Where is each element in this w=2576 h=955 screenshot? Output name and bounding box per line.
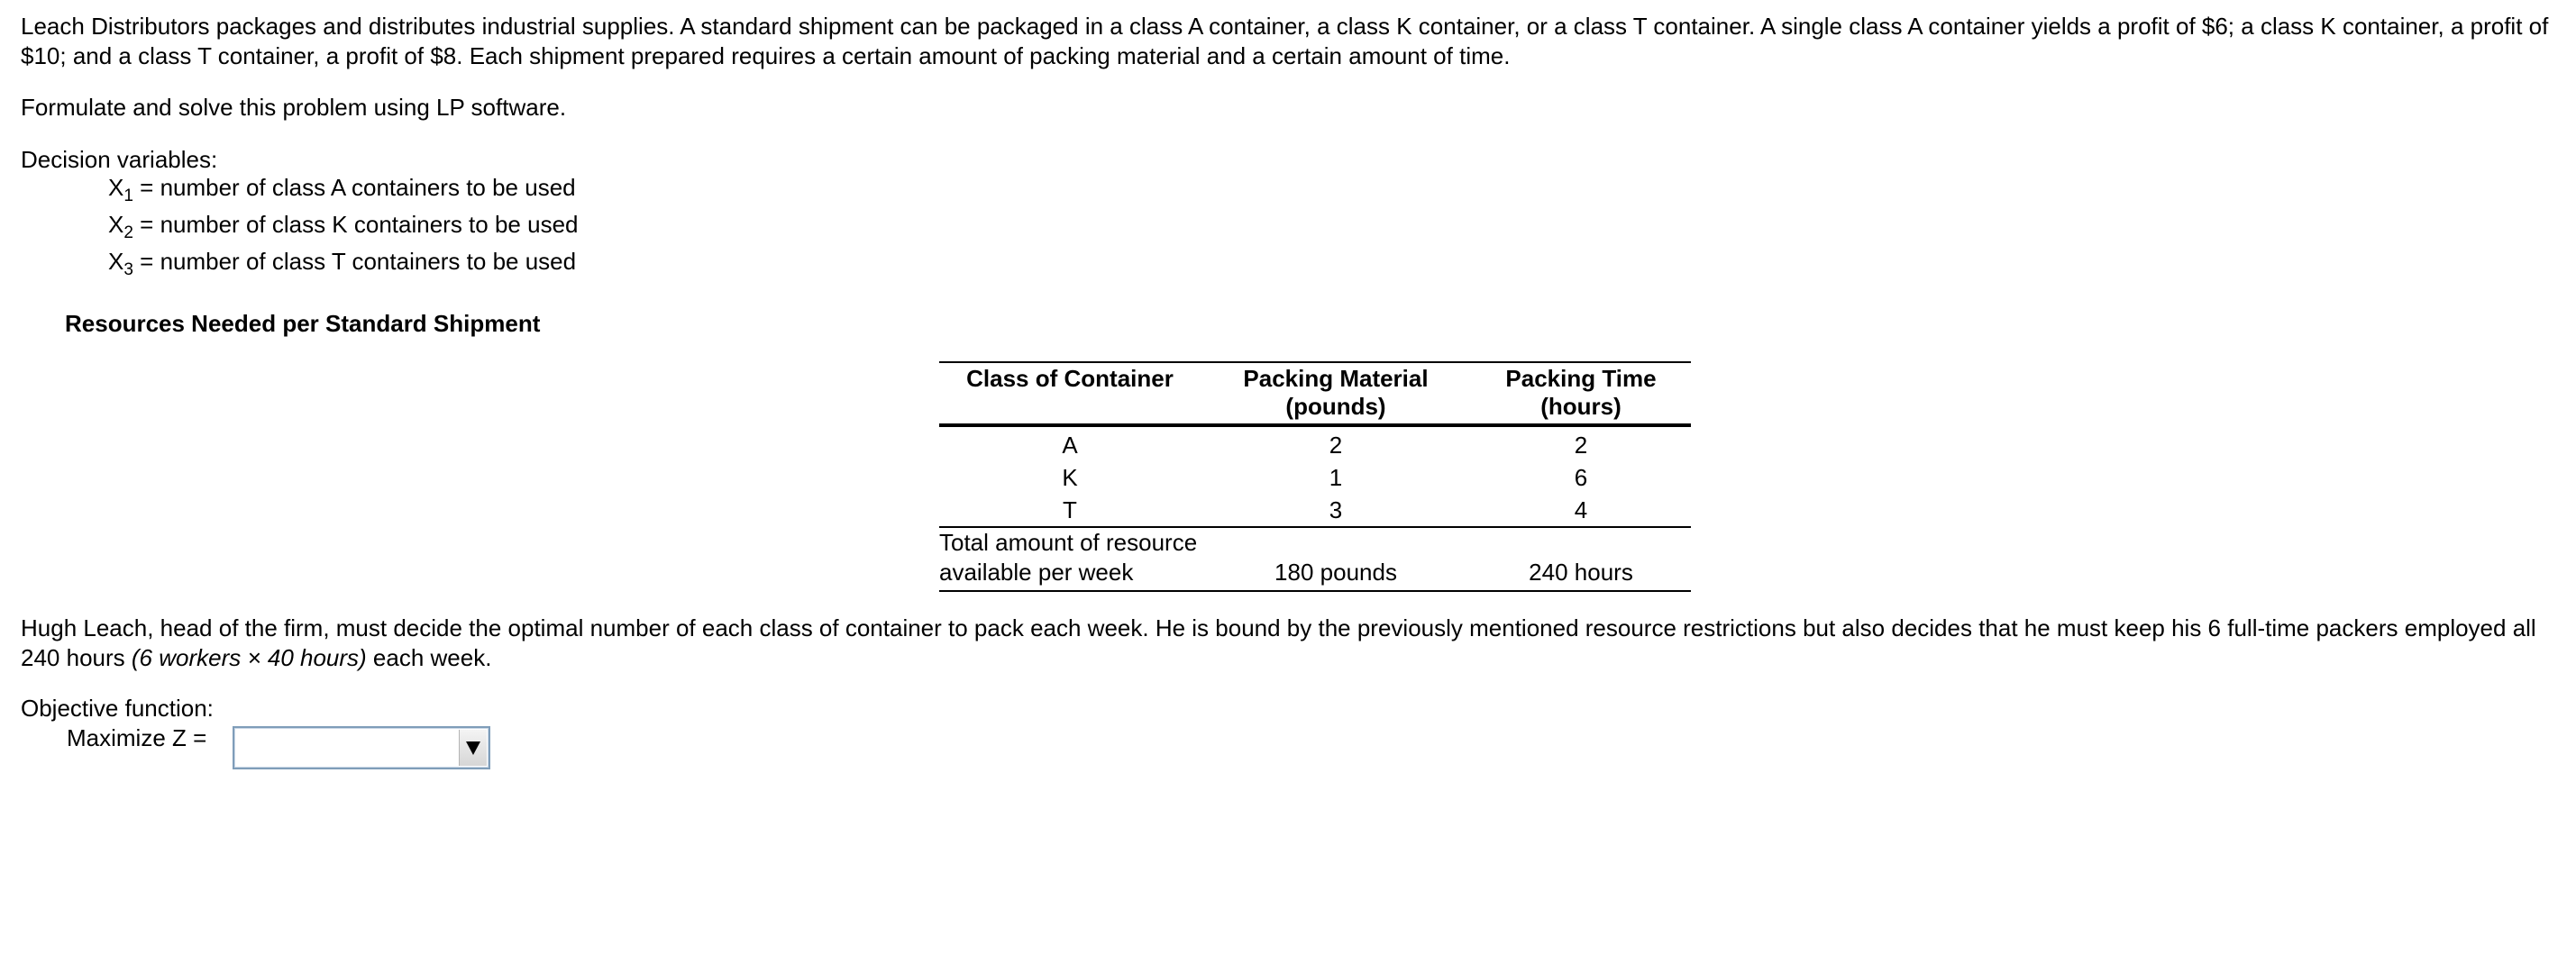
header-packing-material: Packing Material (pounds) xyxy=(1201,362,1471,425)
total-time: 240 hours xyxy=(1471,527,1691,591)
constraint-description: Hugh Leach, head of the firm, must decide the optimal number of each class of container to pack each week. He is bound by the previously mentioned resource restrictions but also decides that he must keep his 6 full-time packers employed all 240 hours (6 workers × 40 hours) each week. xyxy=(21,614,2536,671)
table-total-row xyxy=(939,527,1691,591)
objective-function-select[interactable] xyxy=(233,726,490,769)
total-material: 180 pounds xyxy=(1201,527,1471,591)
problem-intro: Leach Distributors packages and distributes industrial supplies. A standard shipment can be packaged in a class A container, a class K container, or a class T container. A single class A container yields a profit of $6; a class K container, a profit of $10; and a class T container, a profit of $8. Each shipment prepared requires a certain amount of packing material and a certain amount of time. xyxy=(21,13,2549,69)
objective-function-label: Objective function: xyxy=(21,695,214,722)
formulate-instruction: Formulate and solve this problem using LP software. xyxy=(21,94,567,121)
table-header-row xyxy=(939,362,1691,425)
decision-variable-x1: $X_1$ = number of class A containers to be used xyxy=(108,174,576,205)
decision-variables-label: Decision variables: xyxy=(21,146,218,173)
maximize-label: Maximize Z = xyxy=(67,724,207,751)
header-packing-time: Packing Time (hours) xyxy=(1471,362,1691,425)
header-class-of-container: Class of Container xyxy=(939,362,1201,425)
decision-variable-x2: $X_2$ = number of class K containers to be used xyxy=(108,211,579,242)
table-row: A 2 2 xyxy=(1062,432,1588,459)
decision-variable-x3: $X_3$ = number of class T containers to be used xyxy=(108,248,577,279)
table-row: K 1 6 xyxy=(1062,464,1588,491)
table-row: T 3 4 xyxy=(1063,496,1588,523)
resources-table-title: Resources Needed per Standard Shipment xyxy=(65,310,541,337)
total-label: Total amount of resource available per week xyxy=(939,527,1201,591)
dropdown-arrow-icon[interactable] xyxy=(459,730,487,766)
resources-table xyxy=(939,361,1691,592)
decision-variables-list xyxy=(108,173,579,284)
